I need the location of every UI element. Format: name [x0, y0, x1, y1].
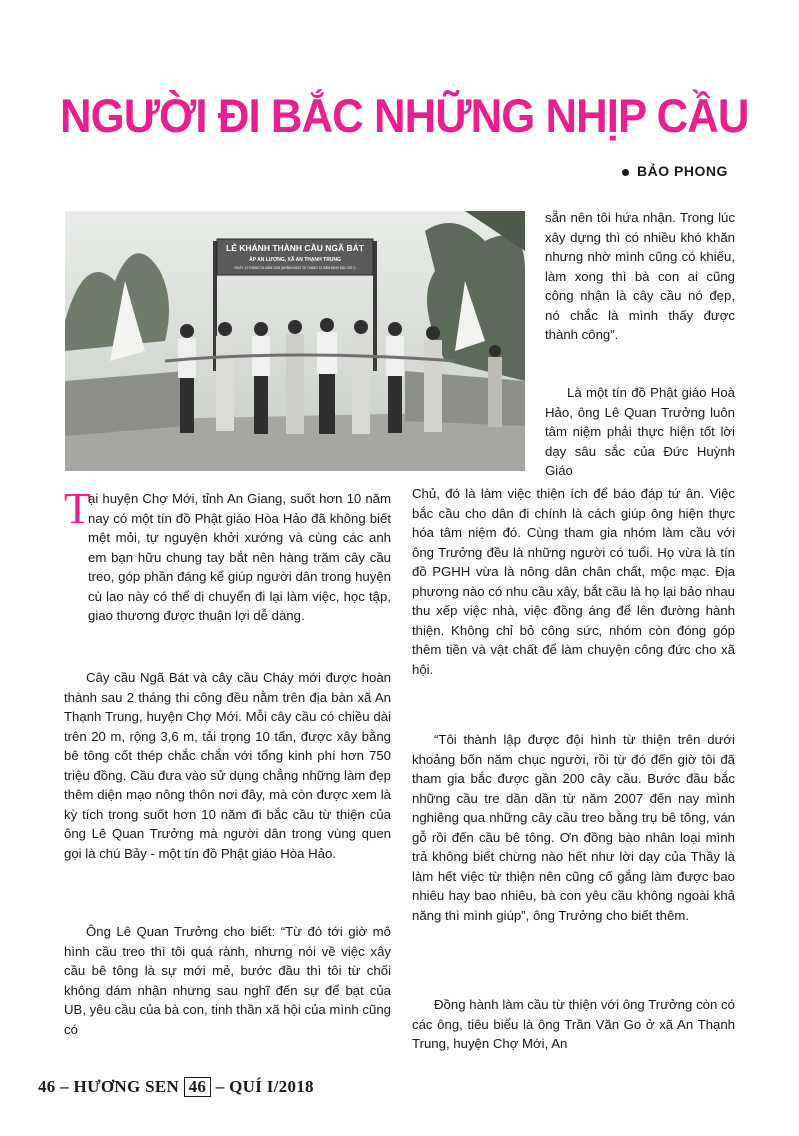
footer-dash: –: [60, 1077, 69, 1096]
paragraph-4: sẵn nên tôi hứa nhận. Trong lúc xây dựng thì có nhiều khó khăn nhưng nhờ mình cũng có khiếu, làm xong thì bà con ai cũng công nhận là cây cầu nó đẹp, nó chắc là mình thấy được thành công”.: [545, 210, 735, 342]
paragraph-7: Đồng hành làm cầu từ thiện với ông Trưởng còn có các ông, tiêu biểu là ông Trần Văn Go ở xã An Thạnh Trung, huyện Chợ Mới, An: [412, 997, 735, 1051]
dropcap: T: [64, 484, 91, 533]
bullet-icon: [622, 169, 629, 176]
paragraph-1-first: [88, 489, 391, 626]
paragraph-5-start: Là một tín đồ Phật giáo Hoà Hảo, ông Lê Quan Trưởng luôn tâm niệm phải thực hiện tốt lời dạy sâu sắc của Đức Huỳnh Giáo: [545, 385, 735, 478]
article-title: NGƯỜI ĐI BẮC NHỮNG NHỊP CẦU: [60, 89, 749, 142]
paragraph-6: “Tôi thành lập được đội hình từ thiện trên dưới khoảng bốn năm chục người, rồi từ đó đến giờ tôi đã tham gia bắc được gần 200 cây cầu. Bước đầu bắc những cầu tre dần dần từ năm 2007 đến nay mình nghiêng qua những cây cầu treo bằng trụ bê tông, ván gỗ rồi đến cầu bê tông. Ơn đồng bào nhân loại mình trả không biết chừng nào hết như lời dạy của Thầy là làm hết việc từ thiện nên cũng cố gắng làm được bao nhiêu hay bao nhiêu, bà con yêu cầu không ngoài khả năng thì mình giúp”, ông Trưởng cho biết thêm.: [412, 732, 735, 923]
banner-main-text: LỄ KHÁNH THÀNH CẦU NGÃ BÁT: [226, 243, 364, 253]
page-footer: [38, 1077, 314, 1097]
issue-quarter: QUÍ I/2018: [229, 1077, 314, 1096]
magazine-name: HƯƠNG SEN: [73, 1077, 180, 1096]
banner-sub-text: ẤP AN LƯƠNG, XÃ AN THẠNH TRUNG: [249, 257, 341, 263]
footer-dash: –: [215, 1077, 225, 1096]
paragraph-5-cont: Chủ, đó là làm việc thiện ích để báo đáp tứ ân. Việc bắc cầu cho dân đi chính là cách giúp ông hiện thực hóa tâm niệm đó. Cùng tham gia nhóm làm cầu với ông Trưởng đều là những người có tuổi. Họ vừa là tín đồ PGHH vừa là nông dân chân chất, mộc mạc. Địa phương nào có nhu cầu xây, bắt cầu là họ lại bảo nhau thu xếp việc nhà, việc đồng áng để lên đường hành thiện. Không chỉ bỏ công sức, nhóm còn đóng góp thêm tiền và vật chất để làm chuyện công đức cho xã hội.: [412, 486, 735, 677]
paragraph-3: Ông Lê Quan Trưởng cho biết: “Từ đó tới giờ mô hình cầu treo thì tôi quá rành, nhưng nói về việc xây cầu bê tông là sự mới mẻ, bước đầu thì tôi từ chối không dám nhận nhưng sau nghĩ đến sự để bạt của UB, yêu cầu của bà con, tinh thần xã hội của mình cũng có: [64, 924, 391, 1037]
author-byline: [622, 163, 728, 179]
paragraph-1-text: ại huyện Chợ Mới, tỉnh An Giang, suốt hơn 10 năm nay có một tín đồ Phật giáo Hòa Hảo đã không biết mệt mỏi, tự nguyện khởi xướng và cùng các anh em bạn hữu chung tay bắt nên hàng trăm cây cầu treo, góp phần đáng kể giúp người dân trong huyện cù lao này có thể di chuyển đi lại làm việc, học tập, giao thương được thuận lợi dễ dàng.: [88, 491, 391, 623]
issue-number: 46: [184, 1077, 212, 1097]
paragraph-2: Cây cầu Ngã Bát và cây cầu Cháy mới được hoàn thành sau 2 tháng thi công đều nằm trên địa bàn xã An Thạnh Trung, huyện Chợ Mới. Mỗi cây cầu có chiều dài trên 20 m, rộng 3,6 m, tải trọng 10 tấn, được xây bằng bê tông cốt thép chắc chắn với tổng kinh phí hơn 750 triệu đồng. Cầu đưa vào sử dụng chẳng những làm đẹp thêm diện mạo nông thôn nơi đây, mà còn được xem là kỳ tích trong suốt hơn 10 năm đi bắc cầu từ thiện của ông Lê Quan Trưởng mà người dân trong vùng quen gọi là chú Bảy - một tín đồ Phật giáo Hòa Hảo.: [64, 670, 391, 861]
page-number: 46: [38, 1077, 56, 1096]
author-name: BẢO PHONG: [637, 163, 728, 179]
ceremony-photo: [65, 211, 525, 471]
banner-date-text: NGÀY 10 THÁNG 02 NĂM 2018 (NHẰM NGÀY 25 THÁNG 12 NĂM ĐINH DẬU 2017): [234, 266, 356, 270]
